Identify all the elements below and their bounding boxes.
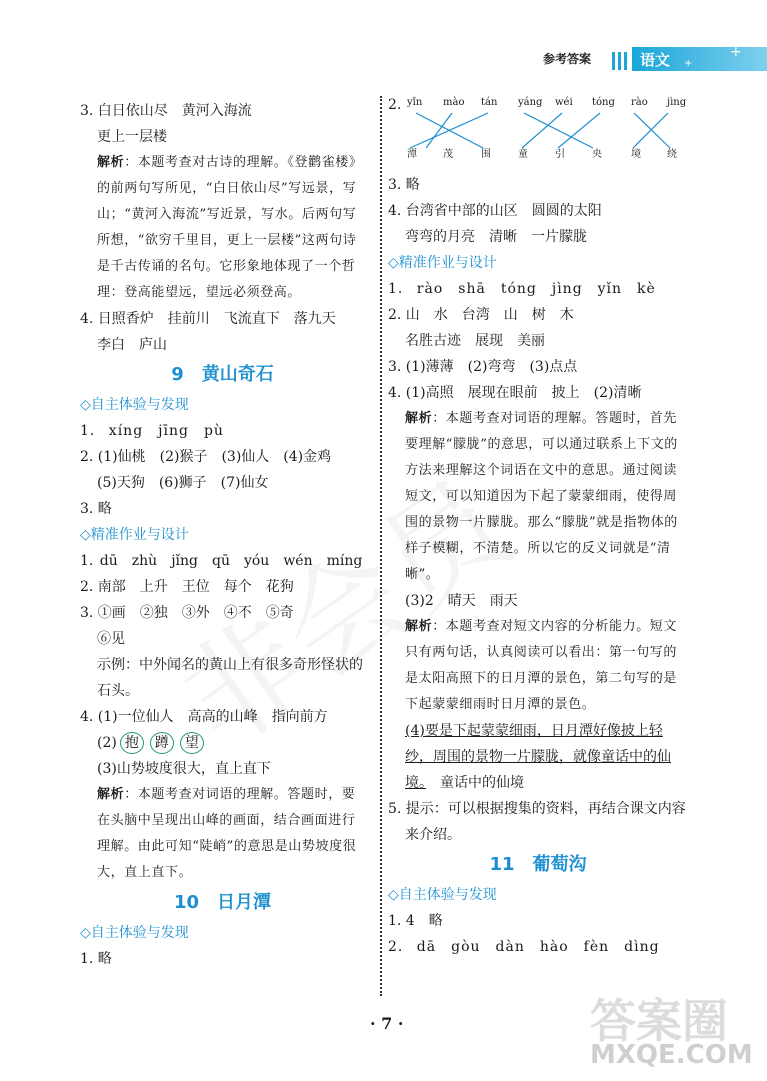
- header-answers-label: 参考答案: [543, 52, 592, 66]
- circled-char: 抱: [120, 732, 144, 754]
- answer-text: 童话中的仙境: [426, 775, 524, 791]
- answer-line: (3)2 晴天 雨天: [405, 593, 518, 609]
- lesson-heading: [80, 888, 365, 918]
- answer-line: 更上一层楼: [97, 129, 167, 145]
- answer-line: (5)天狗 (6)狮子 (7)仙女: [97, 475, 269, 491]
- explanation-text: ：本题考查对词语的理解。答题时，首先要理解“朦胧”的意思，可以通过联系上下文的方法来理解这个词语在文中的意思。通过阅读短文，可以知道因为下起了蒙蒙细雨，使得周围的景物一片朦胧。那么“朦胧”就是指物体的样子模糊，不清楚。所以它的反义词就是“清晰”。: [405, 411, 678, 582]
- explanation: [80, 150, 365, 306]
- explanation: [388, 614, 688, 718]
- character: 引: [555, 149, 565, 160]
- answer-line: (3)山势坡度很大，直上直下: [97, 761, 271, 777]
- answer-line: 3. 略: [388, 177, 420, 193]
- answer-line: 3. 白日依山尽 黄河入海流: [80, 103, 252, 119]
- answer-line: 2. dā gòu dàn hào fèn dìng: [388, 939, 660, 955]
- explanation-label: 解析: [97, 787, 125, 802]
- answer-text: 5. 提示：可以根据搜集的资料，再结合课文内容来介绍。: [388, 801, 686, 843]
- header-bars-decoration: [612, 52, 630, 70]
- character-row: [405, 148, 675, 164]
- lesson-heading: [80, 360, 365, 390]
- pinyin: mào: [443, 97, 465, 108]
- watermark-site: MXQE.COM: [590, 1040, 753, 1070]
- match-line: [524, 113, 593, 148]
- answer-line: ⑥见: [97, 631, 125, 647]
- question-number: 2.: [388, 97, 402, 113]
- answer-line: 名胜古迹 展现 美丽: [405, 333, 545, 349]
- section-heading: ◇精准作业与设计: [80, 527, 189, 543]
- character: 茂: [443, 149, 453, 160]
- pinyin: tán: [481, 97, 498, 108]
- lesson-number: 9: [171, 364, 184, 385]
- explanation-label: 解析: [405, 619, 433, 634]
- underlined-answer: (4)要是下起蒙蒙细雨，日月潭好像披上轻纱，周围的景物一片朦胧，就像童话中的仙境。: [405, 723, 671, 791]
- answer-line: 3. ①画 ②独 ③外 ④不 ⑤奇: [80, 605, 294, 621]
- answer-line: 3. 略: [80, 501, 112, 517]
- pinyin: jìng: [667, 97, 687, 108]
- answer-line: 4. 台湾省中部的山区 圆圆的太阳: [388, 203, 602, 219]
- column-divider: [380, 96, 382, 996]
- answer-line: 4. (1)高照 展现在眼前 披上 (2)清晰: [388, 385, 642, 401]
- example-sentence: 示例：中外闻名的黄山上有很多奇形怪状的石头。: [97, 657, 363, 699]
- sparkle-icon: +: [684, 58, 693, 69]
- lesson-number: 10: [173, 892, 200, 913]
- sparkle-icon: +: [730, 44, 742, 60]
- character: 绕: [667, 149, 677, 160]
- pinyin: wéi: [555, 97, 573, 108]
- answer-line: 1. dū zhù jǐng qū yóu wén míng: [80, 553, 363, 569]
- answer-line: 2. 山 水 台湾 山 树 木: [388, 307, 574, 323]
- answer-line: 1. xíng jīng pù: [80, 423, 224, 439]
- circled-char: 望: [180, 732, 204, 754]
- circled-char: 蹲: [150, 732, 174, 754]
- answer-line: 2. 南部 上升 王位 每个 花狗: [80, 579, 294, 595]
- answer-line: 1. 略: [80, 951, 112, 967]
- watermark-logo: 答案圈: [590, 994, 728, 1048]
- explanation-label: 解析: [405, 411, 433, 426]
- matching-exercise: [388, 98, 688, 172]
- answer-block: [388, 718, 688, 796]
- page-number: · 7 ·: [370, 1014, 404, 1033]
- header-subject: 语文: [640, 51, 671, 69]
- pinyin: yǐn: [407, 97, 423, 108]
- explanation-label: 解析: [97, 155, 125, 170]
- lesson-number: 11: [489, 854, 515, 875]
- answer-line: 1. rào shā tóng jìng yǐn kè: [388, 281, 656, 297]
- section-heading: ◇精准作业与设计: [388, 255, 497, 271]
- answer-line: [80, 730, 365, 756]
- character: 童: [518, 149, 528, 160]
- left-column: [80, 98, 365, 972]
- pinyin: rào: [631, 97, 648, 108]
- match-line: [522, 113, 562, 148]
- explanation: [388, 406, 688, 588]
- pinyin: tóng: [592, 97, 615, 108]
- character: 围: [481, 149, 491, 160]
- lesson-title: 日月潭: [217, 892, 272, 913]
- right-column: [388, 98, 688, 960]
- answer-line: 4. (1)一位仙人 高高的山峰 指向前方: [80, 709, 328, 725]
- character: 境: [631, 149, 641, 160]
- answer-line: 4. 日照香炉 挂前川 飞流直下 落九天: [80, 311, 336, 327]
- answer-line: 2. (1)仙桃 (2)猴子 (3)仙人 (4)金鸡: [80, 449, 332, 465]
- section-heading: ◇自主体验与发现: [388, 887, 497, 903]
- lesson-title: 葡萄沟: [532, 854, 587, 875]
- match-line: [634, 113, 670, 148]
- match-line: [633, 113, 668, 148]
- answer-block: [388, 796, 688, 848]
- character: 央: [592, 149, 602, 160]
- answer-line: 1. 4 略: [388, 913, 443, 929]
- match-line: [410, 113, 488, 148]
- pinyin: yáng: [518, 97, 543, 108]
- section-heading: ◇自主体验与发现: [80, 397, 189, 413]
- answer-line: 弯弯的月亮 清晰 一片朦胧: [405, 229, 587, 245]
- answer-line: 李白 庐山: [97, 337, 167, 353]
- match-line: [558, 113, 600, 148]
- lesson-title: 黄山奇石: [201, 364, 274, 385]
- explanation-text: ：本题考查对古诗的理解。《登鹳雀楼》的前两句写所见，“白日依山尽”写远景，写山；“黄河入海流”写近景，写水。后两句写所想，“欲穷千里目，更上一层楼”这两句诗是千古传诵的名句。它形象地体现了一个哲理：登高能望远，望远必须登高。: [97, 155, 363, 300]
- character: 潭: [407, 149, 417, 160]
- sub-label: (2): [97, 735, 117, 751]
- explanation-text: ：本题考查对词语的理解。答题时，要在头脑中呈现出山峰的画面，结合画面进行理解。由此可知“陡峭”的意思是山势坡度很大，直上直下。: [97, 787, 357, 880]
- answer-line: 3. (1)薄薄 (2)弯弯 (3)点点: [388, 359, 578, 375]
- lesson-heading: [388, 850, 688, 880]
- section-heading: ◇自主体验与发现: [80, 925, 189, 941]
- explanation: [80, 782, 365, 886]
- explanation-text: ：本题考查对短文内容的分析能力。短文只有两句话，认真阅读可以看出：第一句写的是太阳高照下的日月潭的景色，第二句写的是下起蒙蒙细雨时日月潭的景色。: [405, 619, 678, 712]
